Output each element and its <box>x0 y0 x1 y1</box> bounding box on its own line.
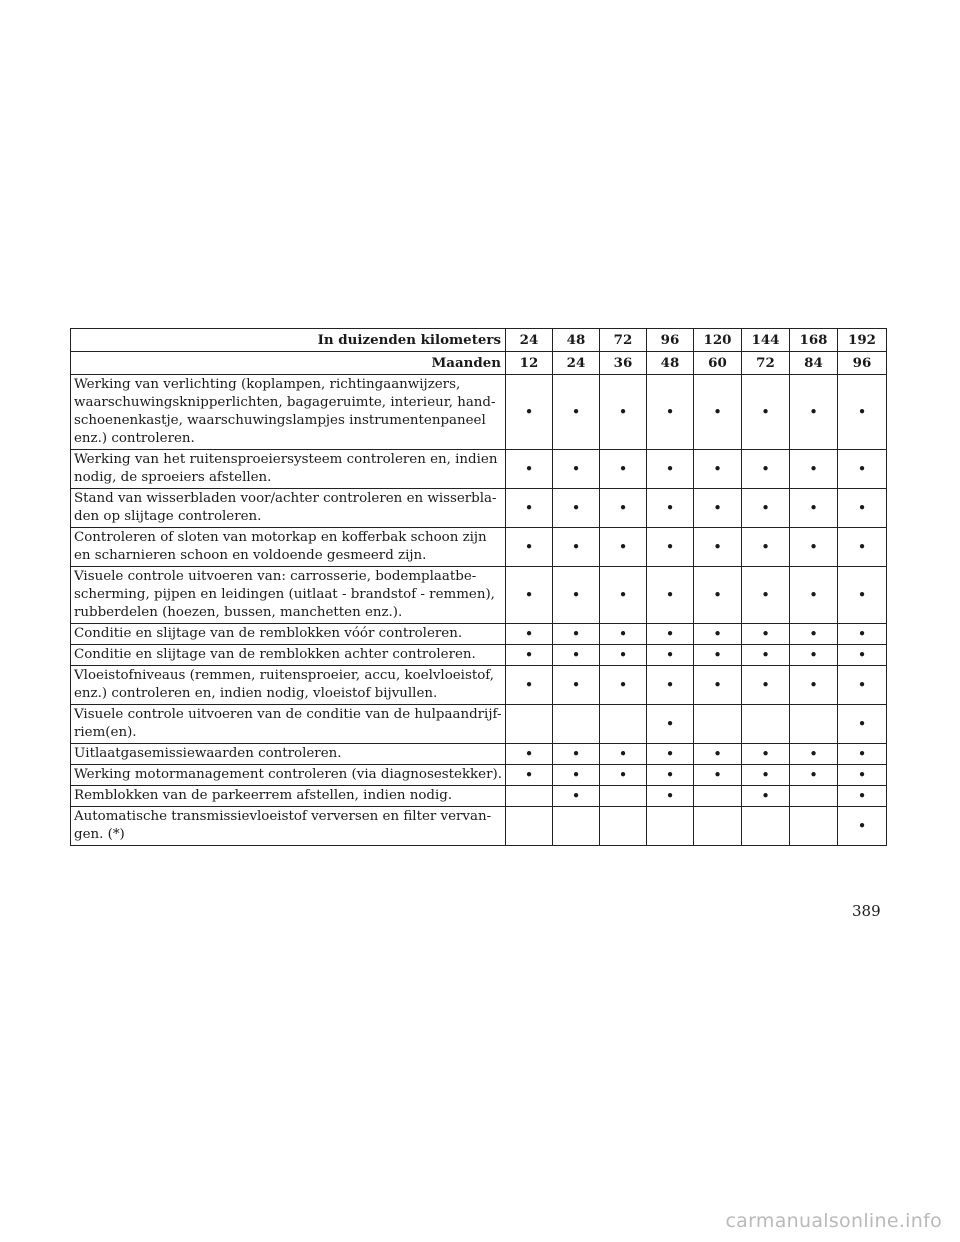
schedule-cell <box>838 786 887 807</box>
schedule-cell <box>742 528 790 567</box>
bullet-icon: • <box>761 625 770 643</box>
bullet-icon: • <box>857 586 867 604</box>
bullet-icon: • <box>713 460 722 478</box>
schedule-cell <box>694 528 742 567</box>
bullet-icon: • <box>713 403 722 421</box>
schedule-cell <box>838 705 887 744</box>
schedule-cell <box>790 765 838 786</box>
bullet-icon: • <box>761 538 770 556</box>
schedule-cell <box>742 744 790 765</box>
task-description <box>71 786 506 807</box>
table-row <box>71 624 887 645</box>
task-description <box>71 744 506 765</box>
bullet-icon: • <box>571 787 581 805</box>
header-row-months <box>71 352 887 375</box>
schedule-cell <box>647 528 694 567</box>
task-description <box>71 807 506 846</box>
task-description-line: Werking van verlichting (koplampen, richtingaanwijzers, <box>74 377 461 392</box>
header-km-value-0: 24 <box>506 329 553 352</box>
bullet-icon: • <box>857 766 867 784</box>
bullet-icon: • <box>713 646 722 664</box>
task-description-line: Controleren of sloten van motorkap en kofferbak schoon zijn <box>74 530 487 545</box>
schedule-cell <box>647 765 694 786</box>
bullet-icon: • <box>761 403 770 421</box>
schedule-cell <box>647 567 694 624</box>
schedule-cell <box>694 765 742 786</box>
header-km-value-5: 144 <box>742 329 790 352</box>
bullet-icon: • <box>524 586 534 604</box>
table-row <box>71 744 887 765</box>
bullet-icon: • <box>857 538 867 556</box>
schedule-cell <box>742 645 790 666</box>
task-description-line: schoenenkastje, waarschuwingslampjes instrumentenpaneel <box>74 413 486 428</box>
bullet-icon: • <box>665 403 675 421</box>
schedule-cell <box>647 489 694 528</box>
schedule-cell <box>790 807 838 846</box>
table-row <box>71 528 887 567</box>
table-row <box>71 567 887 624</box>
bullet-icon: • <box>713 745 722 763</box>
bullet-icon: • <box>809 403 818 421</box>
bullet-icon: • <box>809 646 818 664</box>
bullet-icon: • <box>809 460 818 478</box>
header-km-value-3: 96 <box>647 329 694 352</box>
schedule-cell <box>506 666 553 705</box>
header-months-label: Maanden <box>71 352 506 375</box>
bullet-icon: • <box>618 676 628 694</box>
header-km-value-1: 48 <box>553 329 600 352</box>
bullet-icon: • <box>713 625 722 643</box>
schedule-cell <box>790 375 838 450</box>
bullet-icon: • <box>809 586 818 604</box>
schedule-cell <box>790 528 838 567</box>
schedule-cell <box>506 489 553 528</box>
task-description-line: Visuele controle uitvoeren van de conditie van de hulpaandrijf- <box>74 707 502 722</box>
task-description-line: gen. (*) <box>74 827 125 842</box>
bullet-icon: • <box>713 586 722 604</box>
schedule-cell <box>600 786 647 807</box>
bullet-icon: • <box>761 676 770 694</box>
table-row <box>71 807 887 846</box>
task-description <box>71 705 506 744</box>
bullet-icon: • <box>571 499 581 517</box>
task-description-line: Remblokken van de parkeerrem afstellen, indien nodig. <box>74 788 453 803</box>
task-description-line: Conditie en slijtage van de remblokken achter controleren. <box>74 647 476 662</box>
task-description <box>71 375 506 450</box>
schedule-cell <box>694 567 742 624</box>
schedule-cell <box>506 375 553 450</box>
schedule-cell <box>742 624 790 645</box>
schedule-cell <box>742 666 790 705</box>
table-row <box>71 375 887 450</box>
bullet-icon: • <box>571 625 581 643</box>
task-description-line: enz.) controleren en, indien nodig, vloeistof bijvullen. <box>74 686 438 701</box>
task-description <box>71 489 506 528</box>
header-month-value-1: 24 <box>553 352 600 375</box>
bullet-icon: • <box>665 715 675 733</box>
bullet-icon: • <box>665 676 675 694</box>
schedule-cell <box>694 450 742 489</box>
bullet-icon: • <box>524 538 534 556</box>
bullet-icon: • <box>857 817 867 835</box>
schedule-cell <box>742 489 790 528</box>
table-row <box>71 645 887 666</box>
schedule-cell <box>600 765 647 786</box>
schedule-cell <box>647 450 694 489</box>
schedule-cell <box>553 375 600 450</box>
bullet-icon: • <box>618 499 628 517</box>
bullet-icon: • <box>857 676 867 694</box>
task-description-line: waarschuwingsknipperlichten, bagageruimte, interieur, hand- <box>74 395 496 410</box>
bullet-icon: • <box>809 766 818 784</box>
schedule-cell <box>600 666 647 705</box>
schedule-cell <box>694 645 742 666</box>
schedule-cell <box>838 666 887 705</box>
bullet-icon: • <box>857 646 867 664</box>
bullet-icon: • <box>857 499 867 517</box>
task-description <box>71 765 506 786</box>
task-description-line: Visuele controle uitvoeren van: carrosserie, bodemplaatbe- <box>74 569 477 584</box>
schedule-cell <box>742 375 790 450</box>
task-description-line: Werking van het ruitensproeiersysteem controleren en, indien <box>74 452 498 467</box>
bullet-icon: • <box>857 625 867 643</box>
schedule-cell <box>647 375 694 450</box>
schedule-cell <box>647 645 694 666</box>
bullet-icon: • <box>618 646 628 664</box>
schedule-cell <box>838 450 887 489</box>
schedule-cell <box>742 705 790 744</box>
schedule-cell <box>694 705 742 744</box>
schedule-cell <box>742 786 790 807</box>
bullet-icon: • <box>761 766 770 784</box>
schedule-cell <box>694 624 742 645</box>
bullet-icon: • <box>571 538 581 556</box>
schedule-cell <box>790 489 838 528</box>
schedule-cell <box>506 645 553 666</box>
bullet-icon: • <box>809 625 818 643</box>
schedule-cell <box>790 705 838 744</box>
schedule-cell <box>647 705 694 744</box>
schedule-cell <box>600 705 647 744</box>
bullet-icon: • <box>857 715 867 733</box>
page-number: 389 <box>852 902 881 920</box>
schedule-cell <box>742 450 790 489</box>
table-row <box>71 705 887 744</box>
bullet-icon: • <box>571 586 581 604</box>
schedule-cell <box>694 489 742 528</box>
bullet-icon: • <box>571 766 581 784</box>
schedule-cell <box>600 624 647 645</box>
task-description <box>71 645 506 666</box>
bullet-icon: • <box>524 646 534 664</box>
bullet-icon: • <box>761 586 770 604</box>
schedule-cell <box>838 489 887 528</box>
header-km-label: In duizenden kilometers <box>71 329 506 352</box>
task-description-line: rubberdelen (hoezen, bussen, manchetten enz.). <box>74 605 403 620</box>
schedule-cell <box>838 645 887 666</box>
bullet-icon: • <box>761 499 770 517</box>
schedule-cell <box>600 375 647 450</box>
schedule-cell <box>553 645 600 666</box>
bullet-icon: • <box>618 745 628 763</box>
schedule-cell <box>506 705 553 744</box>
header-month-value-2: 36 <box>600 352 647 375</box>
bullet-icon: • <box>665 787 675 805</box>
task-description-line: Uitlaatgasemissiewaarden controleren. <box>74 746 342 761</box>
maintenance-schedule <box>70 328 886 846</box>
header-km-value-2: 72 <box>600 329 647 352</box>
bullet-icon: • <box>524 460 534 478</box>
schedule-cell <box>838 528 887 567</box>
schedule-cell <box>742 567 790 624</box>
schedule-cell <box>600 645 647 666</box>
header-month-value-5: 72 <box>742 352 790 375</box>
task-description-line: Vloeistofniveaus (remmen, ruitensproeier, accu, koelvloeistof, <box>74 668 495 683</box>
bullet-icon: • <box>524 499 534 517</box>
schedule-cell <box>694 744 742 765</box>
task-description-line: en scharnieren schoon en voldoende gesmeerd zijn. <box>74 548 427 563</box>
task-description-line: den op slijtage controleren. <box>74 509 262 524</box>
schedule-cell <box>506 624 553 645</box>
bullet-icon: • <box>618 586 628 604</box>
schedule-cell <box>647 666 694 705</box>
schedule-cell <box>647 786 694 807</box>
schedule-cell <box>742 765 790 786</box>
bullet-icon: • <box>713 499 722 517</box>
bullet-icon: • <box>665 499 675 517</box>
bullet-icon: • <box>618 766 628 784</box>
schedule-cell <box>790 624 838 645</box>
schedule-cell <box>506 744 553 765</box>
schedule-cell <box>506 450 553 489</box>
bullet-icon: • <box>618 403 628 421</box>
schedule-cell <box>647 624 694 645</box>
bullet-icon: • <box>524 403 534 421</box>
bullet-icon: • <box>761 787 770 805</box>
bullet-icon: • <box>665 646 675 664</box>
table-row <box>71 666 887 705</box>
schedule-cell <box>553 666 600 705</box>
bullet-icon: • <box>524 676 534 694</box>
schedule-cell <box>647 744 694 765</box>
task-description-line: Stand van wisserbladen voor/achter controleren en wisserbla- <box>74 491 497 506</box>
task-description <box>71 624 506 645</box>
table-row <box>71 489 887 528</box>
task-description <box>71 567 506 624</box>
schedule-cell <box>553 567 600 624</box>
schedule-cell <box>838 567 887 624</box>
schedule-cell <box>553 807 600 846</box>
bullet-icon: • <box>857 403 867 421</box>
schedule-cell <box>742 807 790 846</box>
bullet-icon: • <box>809 676 818 694</box>
header-month-value-6: 84 <box>790 352 838 375</box>
bullet-icon: • <box>665 586 675 604</box>
schedule-cell <box>506 807 553 846</box>
bullet-icon: • <box>665 766 675 784</box>
bullet-icon: • <box>571 676 581 694</box>
schedule-cell <box>600 450 647 489</box>
bullet-icon: • <box>524 625 534 643</box>
task-description-line: riem(en). <box>74 725 137 740</box>
bullet-icon: • <box>665 745 675 763</box>
bullet-icon: • <box>761 745 770 763</box>
bullet-icon: • <box>618 460 628 478</box>
bullet-icon: • <box>809 538 818 556</box>
schedule-cell <box>600 807 647 846</box>
schedule-cell <box>553 786 600 807</box>
task-description-line: scherming, pijpen en leidingen (uitlaat - brandstof - remmen), <box>74 587 495 602</box>
schedule-cell <box>506 567 553 624</box>
schedule-cell <box>838 807 887 846</box>
header-row-kilometers <box>71 329 887 352</box>
schedule-cell <box>553 489 600 528</box>
schedule-cell <box>506 765 553 786</box>
bullet-icon: • <box>665 460 675 478</box>
bullet-icon: • <box>618 625 628 643</box>
table-row <box>71 765 887 786</box>
bullet-icon: • <box>761 646 770 664</box>
schedule-cell <box>553 765 600 786</box>
bullet-icon: • <box>713 538 722 556</box>
task-description <box>71 528 506 567</box>
schedule-cell <box>694 375 742 450</box>
bullet-icon: • <box>713 676 722 694</box>
schedule-cell <box>790 666 838 705</box>
schedule-cell <box>553 624 600 645</box>
header-km-value-7: 192 <box>838 329 887 352</box>
table-row <box>71 450 887 489</box>
task-description <box>71 666 506 705</box>
schedule-cell <box>647 807 694 846</box>
maintenance-table <box>70 328 887 846</box>
bullet-icon: • <box>524 766 534 784</box>
task-description-line: enz.) controleren. <box>74 431 195 446</box>
schedule-cell <box>694 786 742 807</box>
schedule-cell <box>790 786 838 807</box>
bullet-icon: • <box>809 499 818 517</box>
bullet-icon: • <box>857 787 867 805</box>
bullet-icon: • <box>761 460 770 478</box>
bullet-icon: • <box>857 745 867 763</box>
schedule-cell <box>694 666 742 705</box>
header-km-value-4: 120 <box>694 329 742 352</box>
task-description-line: Automatische transmissievloeistof verversen en filter vervan- <box>74 809 492 824</box>
schedule-cell <box>506 786 553 807</box>
header-month-value-3: 48 <box>647 352 694 375</box>
schedule-cell <box>553 450 600 489</box>
header-km-value-6: 168 <box>790 329 838 352</box>
schedule-cell <box>790 645 838 666</box>
header-month-value-7: 96 <box>838 352 887 375</box>
schedule-cell <box>838 744 887 765</box>
bullet-icon: • <box>665 625 675 643</box>
schedule-cell <box>553 528 600 567</box>
schedule-cell <box>600 744 647 765</box>
bullet-icon: • <box>571 403 581 421</box>
bullet-icon: • <box>857 460 867 478</box>
schedule-cell <box>694 807 742 846</box>
schedule-cell <box>553 744 600 765</box>
task-description-line: nodig, de sproeiers afstellen. <box>74 470 272 485</box>
table-row <box>71 786 887 807</box>
table-body <box>71 375 887 846</box>
task-description-line: Conditie en slijtage van de remblokken vóór controleren. <box>74 626 463 641</box>
schedule-cell <box>838 765 887 786</box>
schedule-cell <box>790 450 838 489</box>
schedule-cell <box>600 489 647 528</box>
header-month-value-4: 60 <box>694 352 742 375</box>
table-header <box>71 329 887 375</box>
schedule-cell <box>790 744 838 765</box>
schedule-cell <box>600 528 647 567</box>
schedule-cell <box>838 624 887 645</box>
task-description <box>71 450 506 489</box>
task-description-line: Werking motormanagement controleren (via diagnosestekker). <box>74 767 502 782</box>
header-month-value-0: 12 <box>506 352 553 375</box>
schedule-cell <box>600 567 647 624</box>
schedule-cell <box>790 567 838 624</box>
bullet-icon: • <box>665 538 675 556</box>
schedule-cell <box>553 705 600 744</box>
bullet-icon: • <box>571 646 581 664</box>
schedule-cell <box>838 375 887 450</box>
bullet-icon: • <box>809 745 818 763</box>
bullet-icon: • <box>571 745 581 763</box>
bullet-icon: • <box>524 745 534 763</box>
bullet-icon: • <box>713 766 722 784</box>
schedule-cell <box>506 528 553 567</box>
bullet-icon: • <box>571 460 581 478</box>
bullet-icon: • <box>618 538 628 556</box>
watermark: carmanualsonline.info <box>725 1210 942 1232</box>
